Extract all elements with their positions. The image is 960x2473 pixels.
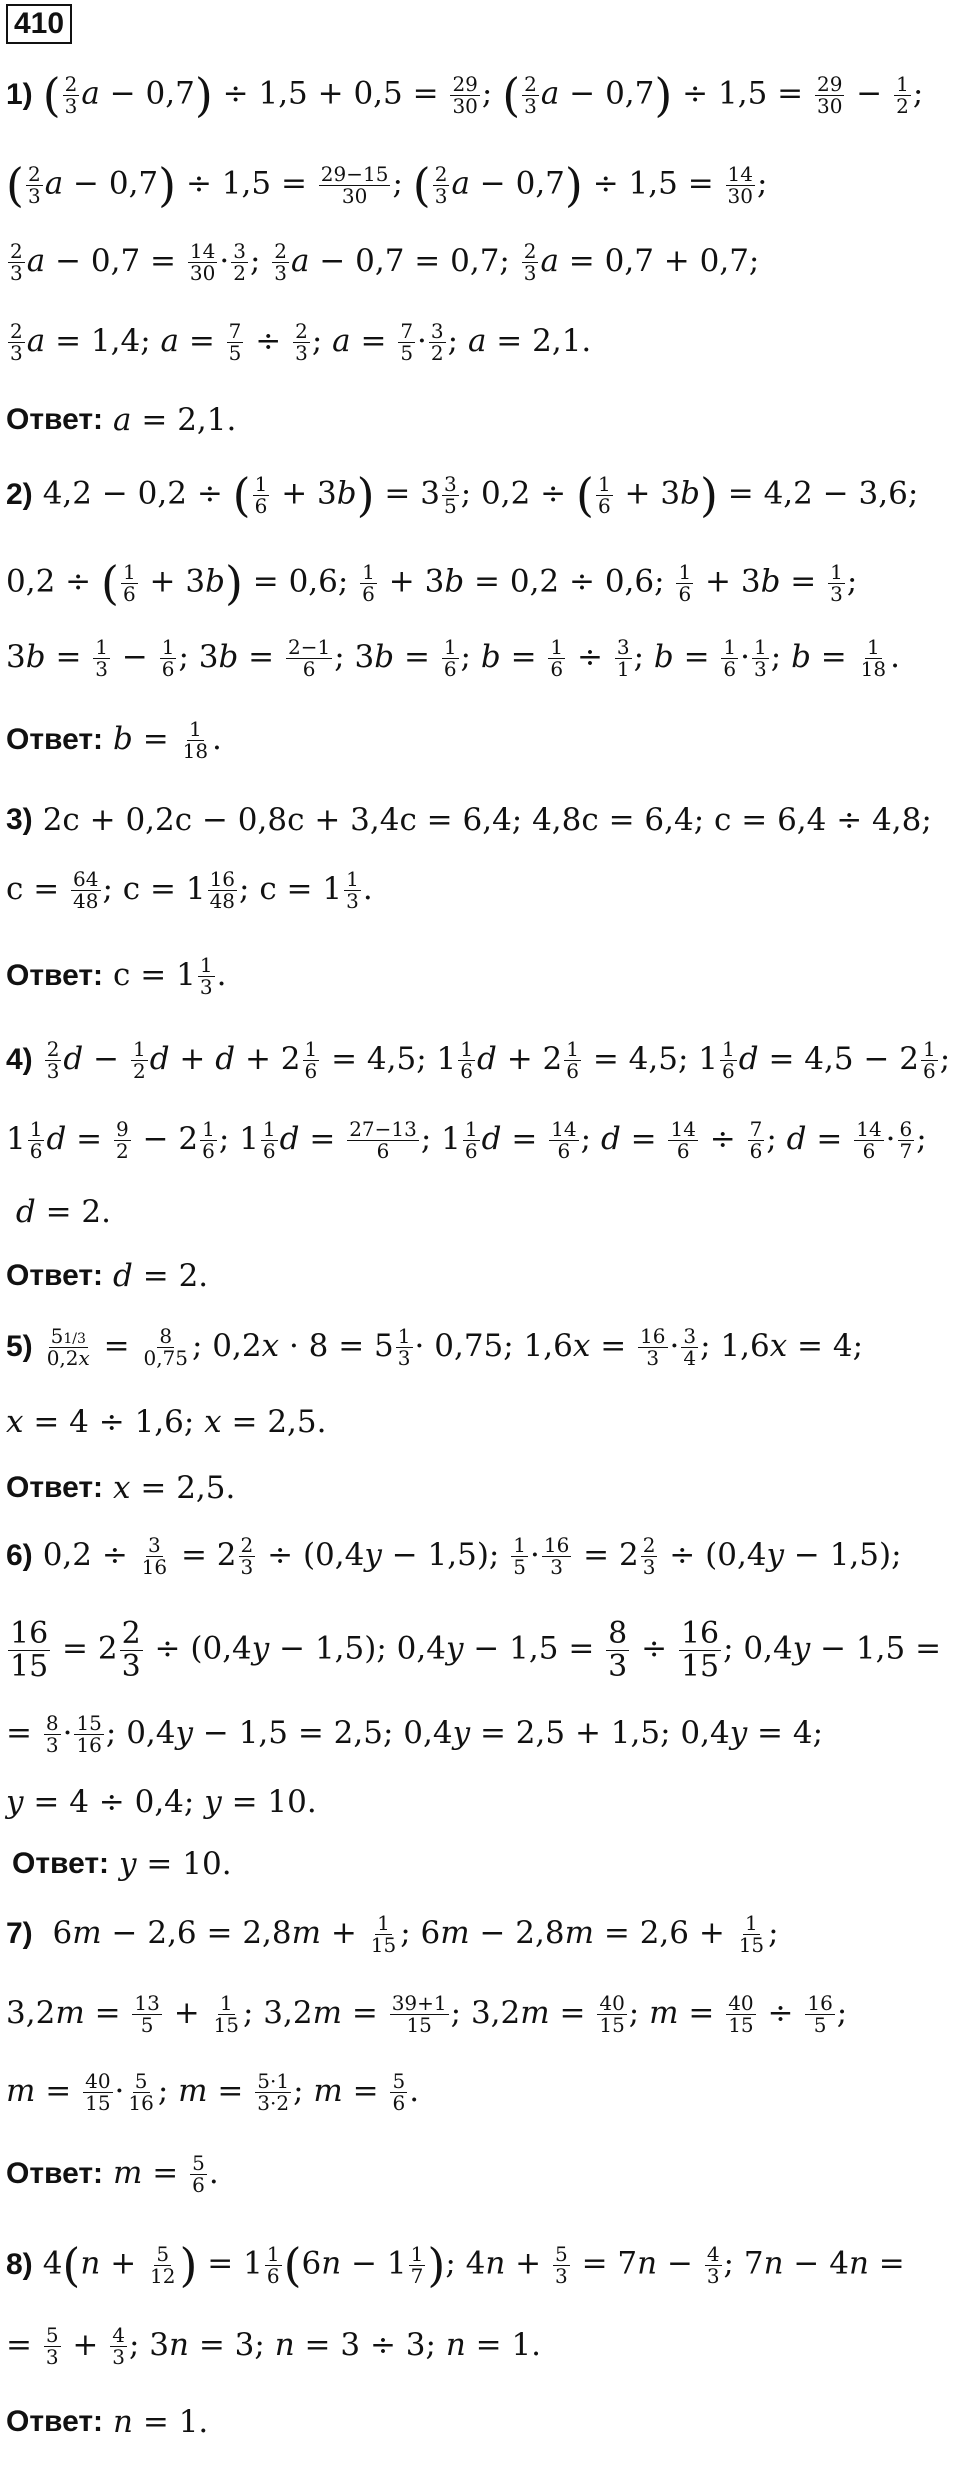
p1-line-3: $\frac{2}{3}$ a − 0,7 = $\frac{14}{30}$ · $\frac{3}{2}$ ; $\frac{2}{3}$ a − 0,7 = 0,7; $\frac{2}{3}$ a = 0,7 + 0,7; <box>10 238 760 285</box>
p2-line-3: 3b = $\frac{1}{3}$ − $\frac{1}{6}$ ; 3b = $\frac{2-1}{6}$ ; 3b = $\frac{1}{6}$ ; b = $\frac{1}{6}$ ÷ $\frac{3}{1}$ ; b = $\frac{1}{6}$ · $\frac{1}{3}$ ; b = $\frac{1}{18}$ . <box>6 634 900 681</box>
p5-answer: Ответ: x = 2,5. <box>6 1470 236 1506</box>
p8-line-2: = $\frac{5}{3}$ + $\frac{4}{3}$ ; 3n = 3; n = 3 ÷ 3; n = 1. <box>6 2322 542 2369</box>
p5-line-1: 5) $\frac{51/3}{0,2x}$ = $\frac{8}{0,75}$ ; 0,2x · 8 = 5 $\frac{1}{3}$ · 0,75; 1,6x = $\frac{16}{3}$ · $\frac{3}{4}$ ; 1,6x = 4; <box>6 1323 864 1370</box>
p3-line-1: 3) 2c + 0,2c − 0,8c + 3,4c = 6,4; 4,8c = 6,4; c = 6,4 ÷ 4,8; <box>6 802 932 838</box>
p6-line-1: 6) 0,2 ÷ $\frac{3}{16}$ = 2 $\frac{2}{3}$ ÷ (0,4y − 1,5); $\frac{1}{5}$ · $\frac{16}{3}$ = 2 $\frac{2}{3}$ ÷ (0,4y − 1,5); <box>6 1532 902 1579</box>
p3-number: 3) <box>6 803 33 836</box>
p1-answer: Ответ: a = 2,1. <box>6 402 237 438</box>
p4-line-2: 1 $\frac{1}{6}$ d = $\frac{9}{2}$ − 2 $\frac{1}{6}$ ; 1 $\frac{1}{6}$ d = $\frac{27-13}{6}$ ; 1 $\frac{1}{6}$ d = $\frac{14}{6}$ ; d = $\frac{14}{6}$ ÷ $\frac{7}{6}$ ; d = $\frac{14}{6}$ · $\frac{6}{7}$ ; <box>6 1116 927 1163</box>
p4-line-3: d = 2. <box>15 1194 111 1230</box>
p1-line-2: ( $\frac{2}{3}$ a − 0,7) ÷ 1,5 = $\frac{29-15}{30}$ ; ( $\frac{2}{3}$ a − 0,7) ÷ 1,5 = $\frac{14}{30}$ ; <box>6 158 768 212</box>
p6-line-2: $\frac{16}{15}$ = 2 $\frac{2}{3}$ ÷ (0,4y − 1,5); 0,4y − 1,5 = $\frac{8}{3}$ ÷ $\frac{16}{15}$ ; 0,4y − 1,5 = <box>10 1616 942 1684</box>
p8-number: 8) <box>6 2248 33 2281</box>
p2-line-1: 2) 4,2 − 0,2 ÷ ( $\frac{1}{6}$ + 3b) = 3 $\frac{3}{5}$ ; 0,2 ÷ ( $\frac{1}{6}$ + 3b) = 4,2 − 3,6; <box>6 468 919 522</box>
p3-line-2: c = $\frac{64}{48}$ ; c = 1 $\frac{16}{48}$ ; c = 1 $\frac{1}{3}$ . <box>6 866 373 913</box>
p3-answer: Ответ: c = 1 $\frac{1}{3}$ . <box>6 952 227 999</box>
p7-line-3: m = $\frac{40}{15}$ · $\frac{5}{16}$ ; m = $\frac{5\cdot 1}{3\cdot 2}$ ; m = $\frac{5}{6}$ . <box>6 2068 420 2115</box>
p7-answer: Ответ: m = $\frac{5}{6}$ . <box>6 2150 219 2197</box>
p7-number: 7) <box>6 1917 33 1950</box>
p7-line-2: 3,2m = $\frac{13}{5}$ + $\frac{1}{15}$ ; 3,2m = $\frac{39+1}{15}$ ; 3,2m = $\frac{40}{15}$ ; m = $\frac{40}{15}$ ÷ $\frac{16}{5}$ ; <box>6 1990 848 2037</box>
p5-line-2: x = 4 ÷ 1,6; x = 2,5. <box>6 1404 327 1440</box>
p5-number: 5) <box>6 1330 33 1363</box>
p8-line-1: 8) 4(n + $\frac{5}{12}$ ) = 1 $\frac{1}{6}$ (6n − 1 $\frac{1}{7}$ ); 4n + $\frac{5}{3}$ = 7n − $\frac{4}{3}$ ; 7n − 4n = <box>6 2238 905 2292</box>
p7-line-1: 7) 6m − 2,6 = 2,8m + $\frac{1}{15}$ ; 6m − 2,8m = 2,6 + $\frac{1}{15}$ ; <box>6 1910 779 1957</box>
p4-line-1: 4) $\frac{2}{3}$ d − $\frac{1}{2}$ d + d + 2 $\frac{1}{6}$ = 4,5; 1 $\frac{1}{6}$ d + 2 $\frac{1}{6}$ = 4,5; 1 $\frac{1}{6}$ d = 4,5 − 2 $\frac{1}{6}$ ; <box>6 1036 951 1083</box>
p4-answer: Ответ: d = 2. <box>6 1258 209 1294</box>
p2-number: 2) <box>6 478 33 511</box>
p6-line-4: y = 4 ÷ 0,4; y = 10. <box>6 1784 317 1820</box>
problem-number: 410 <box>6 4 72 44</box>
answer-label: Ответ: <box>6 403 104 436</box>
p1-number: 1) <box>6 78 33 111</box>
p6-line-3: = $\frac{8}{3}$ · $\frac{15}{16}$ ; 0,4y − 1,5 = 2,5; 0,4y = 2,5 + 1,5; 0,4y = 4; <box>6 1710 824 1757</box>
p6-answer: Ответ: y = 10. <box>12 1846 232 1882</box>
p1-line-1: 1) ( $\frac{2}{3}$ a − 0,7) ÷ 1,5 + 0,5 = $\frac{29}{30}$ ; ( $\frac{2}{3}$ a − 0,7) ÷ 1,5 = $\frac{29}{30}$ − $\frac{1}{2}$ ; <box>6 68 924 122</box>
p4-number: 4) <box>6 1043 33 1076</box>
p8-answer: Ответ: n = 1. <box>6 2404 209 2440</box>
p2-line-2: 0,2 ÷ ( $\frac{1}{6}$ + 3b) = 0,6; $\frac{1}{6}$ + 3b = 0,2 ÷ 0,6; $\frac{1}{6}$ + 3b = $\frac{1}{3}$ ; <box>6 556 858 610</box>
p6-number: 6) <box>6 1539 33 1572</box>
p2-answer: Ответ: b = $\frac{1}{18}$ . <box>6 716 222 763</box>
p1-line-4: $\frac{2}{3}$ a = 1,4; a = $\frac{7}{5}$ ÷ $\frac{2}{3}$ ; a = $\frac{7}{5}$ · $\frac{3}{2}$ ; a = 2,1. <box>10 318 592 365</box>
